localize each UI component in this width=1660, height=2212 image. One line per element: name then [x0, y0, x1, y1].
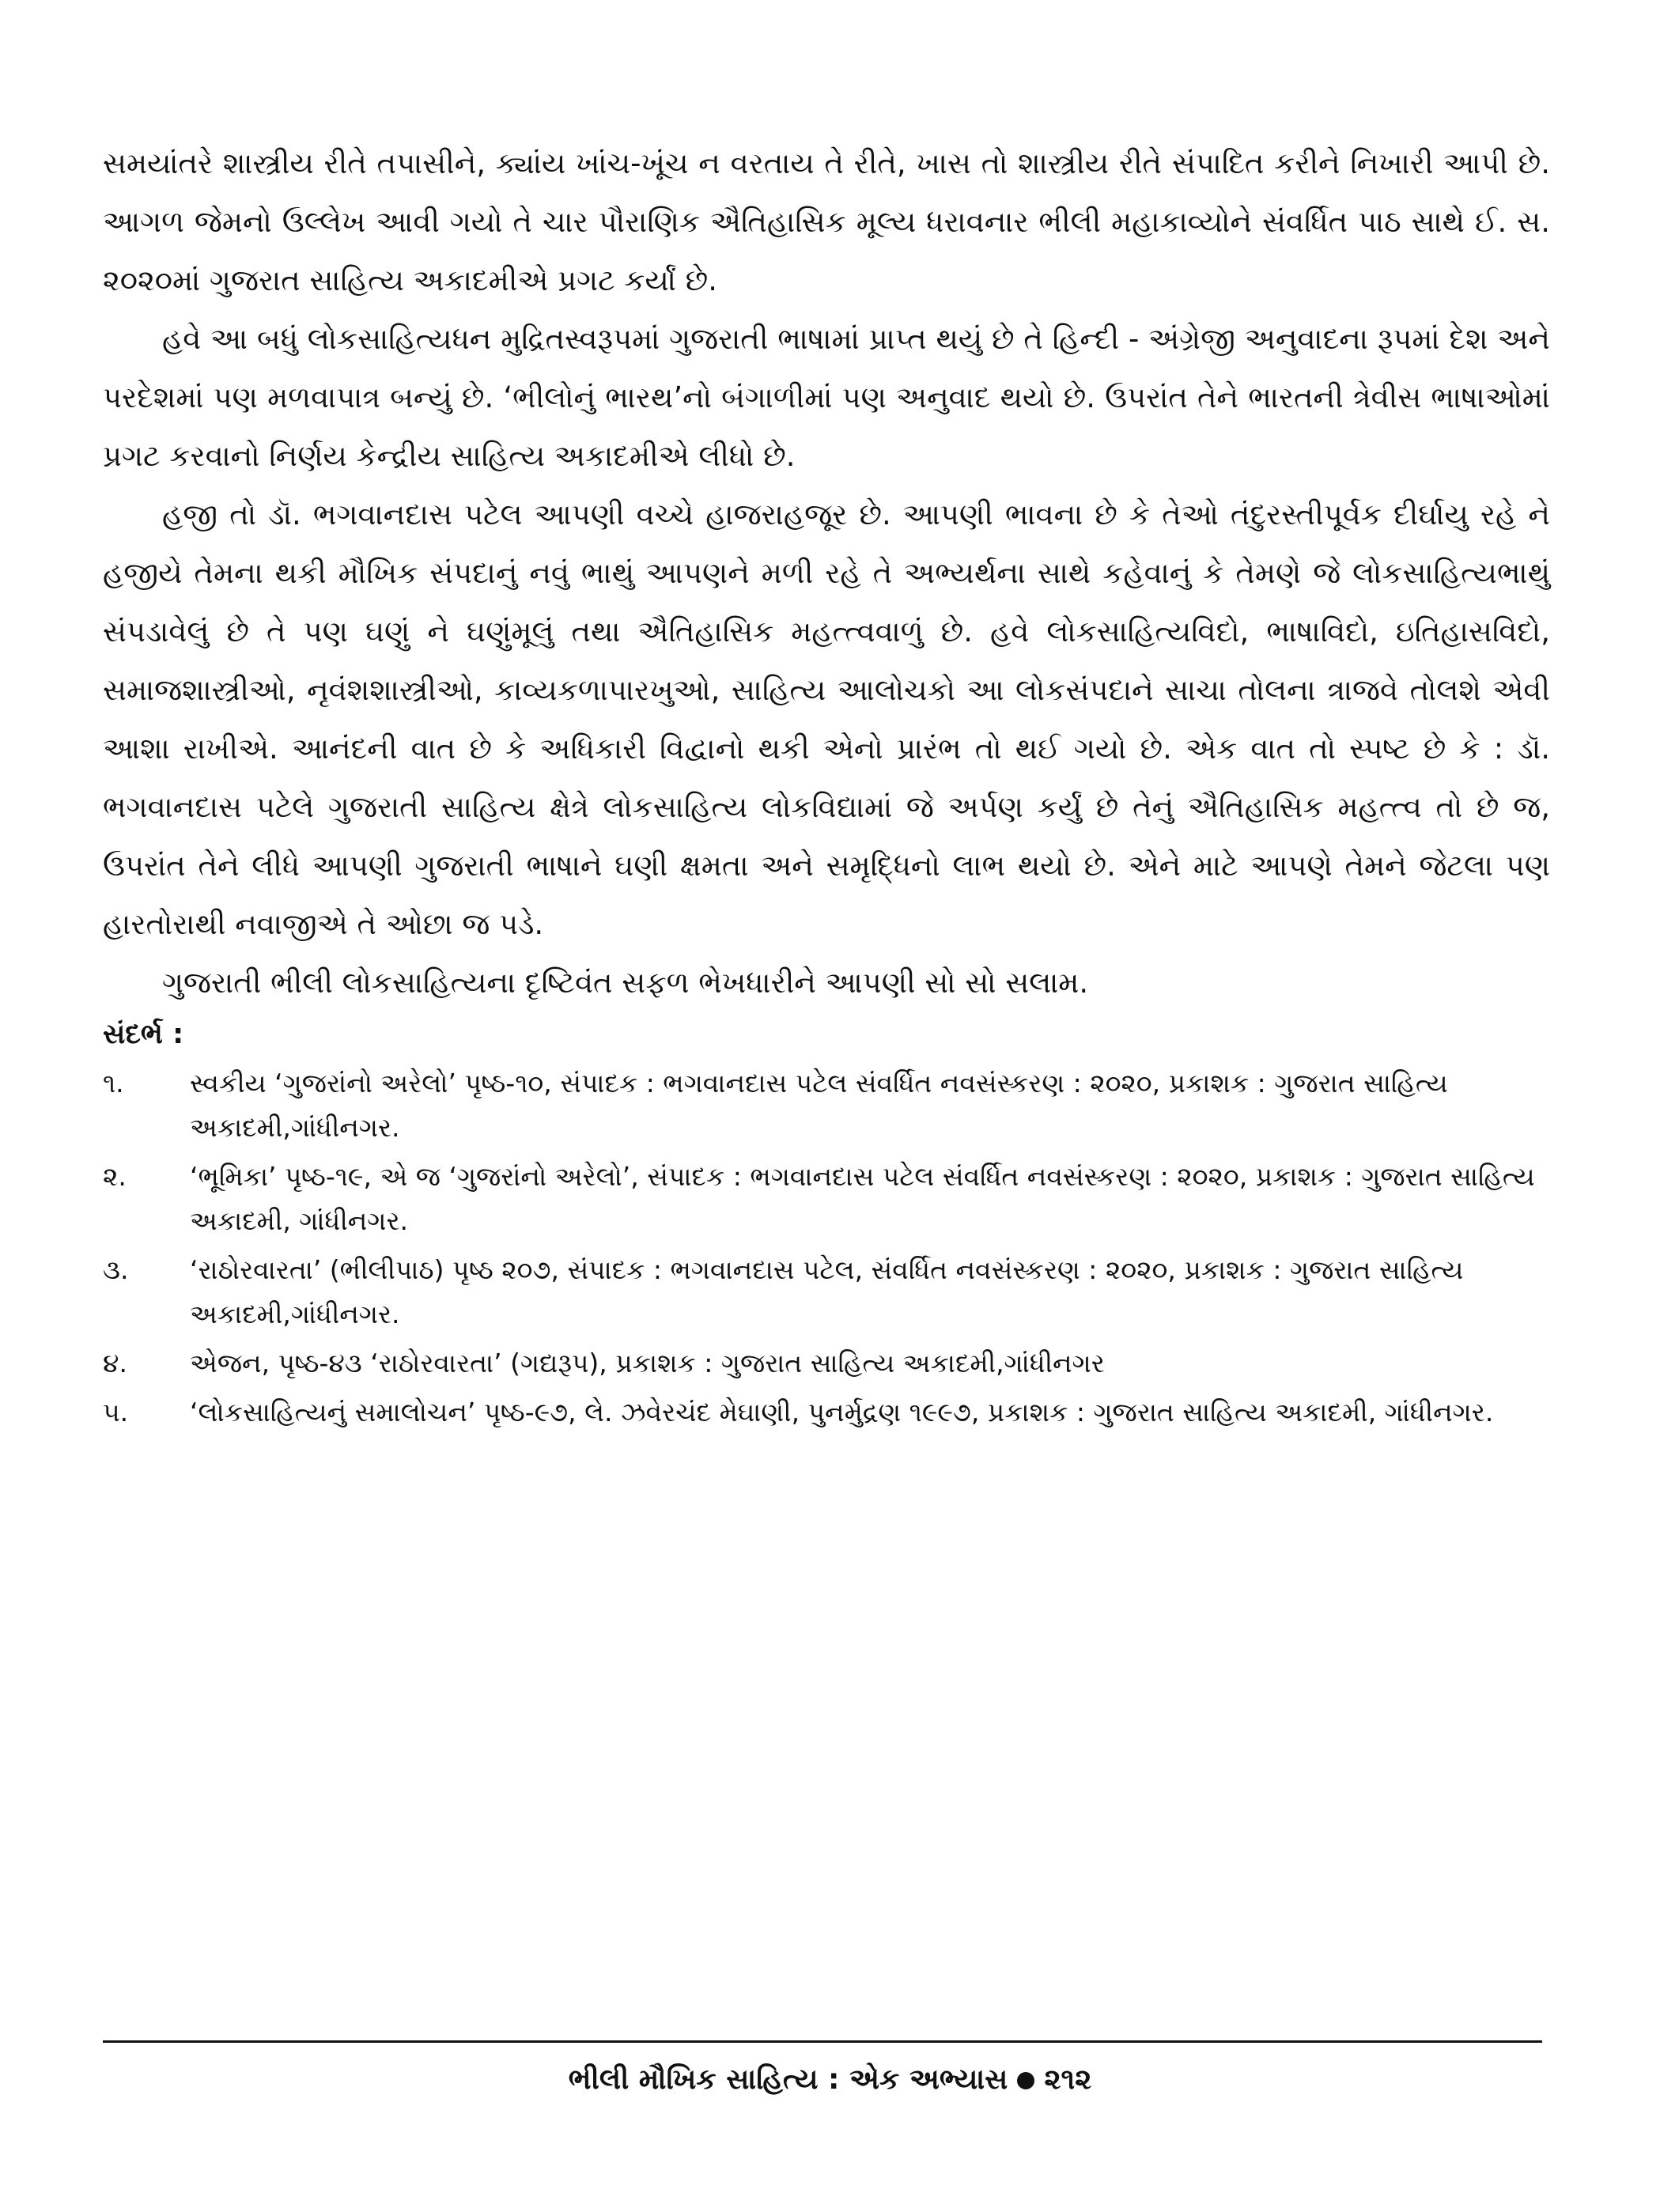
footer-divider — [103, 2040, 1542, 2043]
reference-item — [103, 1155, 1550, 1243]
body-paragraph-2: હવે આ બધું લોકસાહિત્યધન મુદ્રિતસ્વરૂપમાં ગુજરાતી ભાષામાં પ્રાપ્ત થયું છે તે હિન્દી - અંગ્રેજી અનુવાદના રૂપમાં દેશ અને પરદેશમાં પણ મળવાપાત્ર બન્યું છે. ‘ભીલોનું ભારથ’નો બંગાળીમાં પણ અનુવાદ થયો છે. ઉપરાંત તેને ભારતની ત્રેવીસ ભાષાઓમાં પ્રગટ કરવાનો નિર્ણય કેન્દ્રીય સાહિત્ય અકાદમીએ લીધો છે. — [103, 322, 1550, 473]
reference-number: ૩. — [103, 1254, 129, 1285]
reference-number: ૪. — [103, 1348, 127, 1378]
closing-line: ગુજરાતી ભીલી લોકસાહિત્યના દૃષ્ટિવંત સફળ ભેખધારીને આપણી સો સો સલામ. — [162, 966, 1089, 1000]
footer-book-title: ભીલી મૌખિક સાહિત્ય : એક અભ્યાસ — [568, 2063, 1008, 2096]
reference-item — [103, 1341, 1550, 1386]
body-paragraph-1: સમયાંતરે શાસ્ત્રીય રીતે તપાસીને, ક્યાંય ખાંચ-ખૂંચ ન વરતાય તે રીતે, ખાસ તો શાસ્ત્રીય રીતે સંપાદિત કરીને નિખારી આપી છે. આગળ જેમનો ઉલ્લેખ આવી ગયો તે ચાર પૌરાણિક ઐતિહાસિક મૂલ્ય ધરાવનાર ભીલી મહાકાવ્યોને સંવર્ધિત પાઠ સાથે ઈ. સ. ૨૦૨૦માં ગુજરાત સાહિત્ય અકાદમીએ પ્રગટ કર્યાં છે. — [103, 146, 1550, 297]
body-paragraph-3: હજી તો ડૉ. ભગવાનદાસ પટેલ આપણી વચ્ચે હાજરાહજૂર છે. આપણી ભાવના છે કે તેઓ તંદુરસ્તીપૂર્વક દીર્ઘાયુ રહે ને હજીયે તેમના થકી મૌખિક સંપદાનું નવું ભાથું આપણને મળી રહે તે અભ્યર્થના સાથે કહેવાનું કે તેમણે જે લોકસાહિત્યભાથું સંપડાવેલું છે તે પણ ઘણું ને ઘણુંમૂલું તથા ઐતિહાસિક મહત્ત્વવાળું છે. હવે લોકસાહિત્યવિદો, ભાષાવિદો, ઇતિહાસવિદો, સમાજશાસ્ત્રીઓ, નૃવંશશાસ્ત્રીઓ, કાવ્યકળાપારખુઓ, સાહિત્ય આલોચકો આ લોકસંપદાને સાચા તોલના ત્રાજવે તોલશે એવી આશા રાખીએ. આનંદની વાત છે કે અધિકારી વિદ્વાનો થકી એનો પ્રારંભ તો થઈ ગયો છે. એક વાત તો સ્પષ્ટ છે કે : ડૉ. ભગવાનદાસ પટેલે ગુજરાતી સાહિત્ય ક્ષેત્રે લોકસાહિત્ય લોકવિદ્યામાં જે અર્પણ કર્યું છે તેનું ઐતિહાસિક મહત્ત્વ તો છે જ, ઉપરાંત તેને લીધે આપણી ગુજરાતી ભાષાને ઘણી ક્ષમતા અને સમૃદ્ધિનો લાભ થયો છે. એને માટે આપણે તેમને જેટલા પણ હારતોરાથી નવાજીએ તે ઓછા જ પડે. — [103, 497, 1550, 941]
reference-text: ‘ભૂમિકા’ પૃષ્ઠ-૧૯, એ જ ‘ગુજરાંનો અરેલો’, સંપાદક : ભગવાનદાસ પટેલ સંવર્ધિત નવસંસ્કરણ : ૨૦૨૦, પ્રકાશક : ગુજરાત સાહિત્ય અકાદમી, ગાંધીનગર. — [190, 1161, 1535, 1236]
reference-number: ૫. — [103, 1397, 129, 1427]
references-heading: સંદર્ભ : — [103, 1019, 184, 1050]
references-list — [103, 1061, 1550, 1435]
reference-number: ૨. — [103, 1161, 127, 1192]
reference-number: ૧. — [103, 1068, 124, 1098]
reference-item — [103, 1061, 1550, 1150]
reference-text: ‘લોકસાહિત્યનું સમાલોચન’ પૃષ્ઠ-૯૭, લે. ઝવેરચંદ મેઘાણી, પુનર્મુદ્રણ ૧૯૯૭, પ્રકાશક : ગુજરાત સાહિત્ય અકાદમી, ગાંધીનગર. — [190, 1397, 1494, 1427]
reference-text: એજન, પૃષ્ઠ-૪૩ ‘રાઠોરવારતા’ (ગદ્યરૂપ), પ્રકાશક : ગુજરાત સાહિત્ય અકાદમી,ગાંધીનગર — [190, 1348, 1105, 1378]
reference-item — [103, 1390, 1550, 1435]
reference-text: ‘રાઠોરવારતા’ (ભીલીપાઠ) પૃષ્ઠ ૨૦૭, સંપાદક : ભગવાનદાસ પટેલ, સંવર્ધિત નવસંસ્કરણ : ૨૦૨૦, પ્રકાશક : ગુજરાત સાહિત્ય અકાદમી,ગાંધીનગર. — [190, 1254, 1464, 1329]
page-content — [103, 134, 1550, 1439]
footer-page-number: ૨૧૨ — [1044, 2063, 1092, 2096]
reference-item — [103, 1248, 1550, 1337]
bullet-icon — [1017, 2072, 1034, 2089]
reference-text: સ્વકીય ‘ગુજરાંનો અરેલો’ પૃષ્ઠ-૧૦, સંપાદક : ભગવાનદાસ પટેલ સંવર્ધિત નવસંસ્કરણ : ૨૦૨૦, પ્રકાશક : ગુજરાત સાહિત્ય અકાદમી,ગાંધીનગર. — [190, 1068, 1448, 1143]
page-footer — [0, 2056, 1660, 2104]
